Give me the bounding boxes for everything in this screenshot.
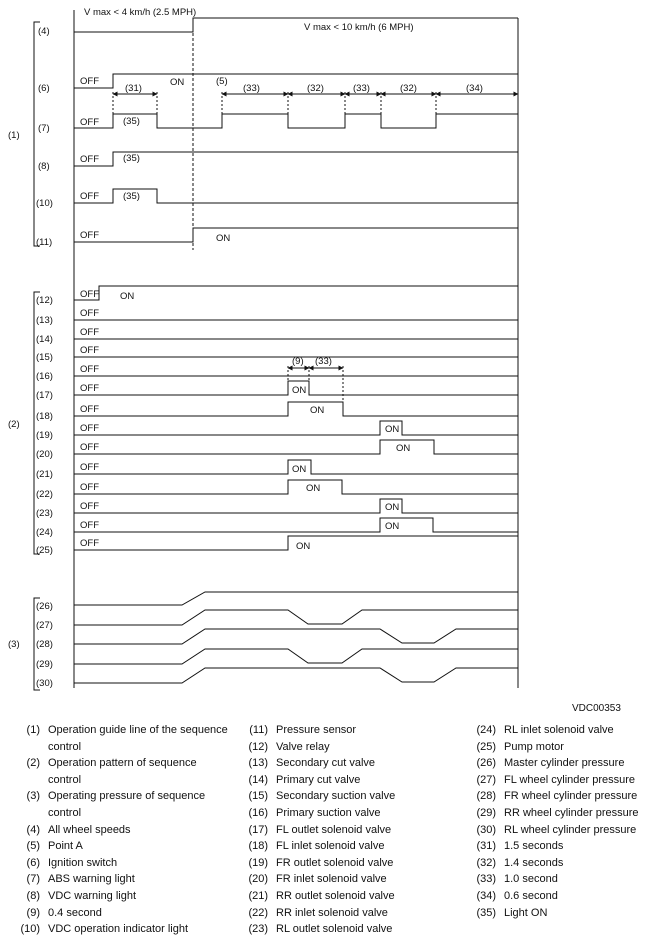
signal-r26 <box>74 592 518 605</box>
off-label: OFF <box>80 423 99 434</box>
legend-text: FL wheel cylinder pressure <box>504 773 636 786</box>
legend-item <box>472 871 658 888</box>
legend-column-1 <box>20 722 230 938</box>
legend-number: (18) <box>248 840 268 853</box>
row-label: (10) <box>36 198 53 209</box>
legend-item <box>20 822 230 839</box>
legend-item <box>244 822 464 839</box>
legend-item <box>244 722 464 739</box>
signal-r24 <box>74 518 518 532</box>
legend-number: (9) <box>26 906 40 919</box>
on-label: ON <box>170 77 185 88</box>
legend-number: (32) <box>476 856 496 869</box>
row-label: (26) <box>36 601 53 612</box>
legend-text: 1.0 second <box>504 873 558 886</box>
legend-text: All wheel speeds <box>48 823 131 836</box>
legend-text: Pressure sensor <box>276 724 357 736</box>
legend-text: 1.4 seconds <box>504 856 564 869</box>
legend-item <box>20 871 230 888</box>
legend-item <box>244 772 464 789</box>
legend-item <box>472 788 658 805</box>
row-label: (12) <box>36 295 53 306</box>
row-label: (6) <box>38 83 50 94</box>
legend-text: RR outlet solenoid valve <box>276 889 395 902</box>
row-label: (22) <box>36 489 53 500</box>
signal-r30 <box>74 668 518 683</box>
legend-number: (30) <box>476 823 496 836</box>
legend-number: (33) <box>476 873 496 886</box>
legend-text: RL inlet solenoid valve <box>504 724 614 736</box>
group-bracket-1 <box>34 22 40 246</box>
signal-r28 <box>74 629 518 644</box>
row-label: (11) <box>36 237 53 248</box>
legend-text: Secondary suction valve <box>276 790 396 803</box>
legend-number: (34) <box>476 889 496 902</box>
signal-r22 <box>74 480 518 494</box>
row-label: (17) <box>36 390 53 401</box>
signal-r18 <box>74 402 518 416</box>
legend-text: RL wheel cylinder pressure <box>504 823 637 836</box>
off-label: OFF <box>80 154 99 165</box>
annotation-31: (31) <box>125 83 142 94</box>
off-label: OFF <box>80 345 99 356</box>
annotation-33: (33) <box>243 83 260 94</box>
legend-item <box>472 772 658 789</box>
off-label: OFF <box>80 383 99 394</box>
off-label: OFF <box>80 230 99 241</box>
signal-r4 <box>74 18 518 32</box>
legend-text: FR inlet solenoid valve <box>276 873 387 886</box>
legend-item <box>244 921 464 938</box>
signal-r11 <box>74 228 518 242</box>
legend-item <box>244 788 464 805</box>
signal-r7 <box>74 114 518 128</box>
row-label: (15) <box>36 352 53 363</box>
on-label: ON <box>216 233 231 244</box>
signal-r20 <box>74 440 518 454</box>
legend-text: Operation guide line of the sequence control <box>48 724 228 753</box>
off-label: OFF <box>80 308 99 319</box>
legend-number: (16) <box>248 806 268 819</box>
legend-text: Pump motor <box>504 740 564 753</box>
signal-r12 <box>74 286 518 300</box>
off-label: OFF <box>80 404 99 415</box>
legend-text: 0.6 second <box>504 889 558 902</box>
annotation-33: (33) <box>353 83 370 94</box>
on-label: ON <box>120 291 135 302</box>
legend-text: Point A <box>48 840 83 853</box>
legend-number: (27) <box>476 773 496 786</box>
row-label: (4) <box>38 26 50 37</box>
legend-item <box>20 921 230 938</box>
legend-item <box>244 838 464 855</box>
signal-r8 <box>74 152 518 166</box>
legend-text: Light ON <box>504 906 548 919</box>
legend-text: Secondary cut valve <box>276 757 376 770</box>
row-label: (30) <box>36 678 53 689</box>
on-label: ON <box>385 521 400 532</box>
legend-text: VDC warning light <box>48 889 137 902</box>
row-label: (28) <box>36 639 53 650</box>
legend-item <box>20 905 230 922</box>
legend-number: (21) <box>248 889 268 902</box>
legend-text: FL inlet solenoid valve <box>276 840 385 853</box>
off-label: OFF <box>80 442 99 453</box>
on-label: ON <box>306 483 321 494</box>
legend-number: (19) <box>248 856 268 869</box>
legend-item <box>244 855 464 872</box>
off-label: OFF <box>80 520 99 531</box>
legend-number: (4) <box>26 823 40 836</box>
legend-number: (22) <box>248 906 268 919</box>
off-label: OFF <box>80 462 99 473</box>
legend-item <box>472 805 658 822</box>
figure-code: VDC00353 <box>572 703 621 714</box>
legend-text: RR wheel cylinder pressure <box>504 806 639 819</box>
row-label: (7) <box>38 123 50 134</box>
off-label: OFF <box>80 191 99 202</box>
signal-r10 <box>74 189 518 203</box>
off-label: OFF <box>80 538 99 549</box>
legend-number: (1) <box>26 724 40 736</box>
annotation-35: (35) <box>123 116 140 127</box>
legend-item <box>20 838 230 855</box>
legend-column-2 <box>244 722 464 938</box>
on-label: ON <box>385 502 400 513</box>
off-label: OFF <box>80 501 99 512</box>
off-label: OFF <box>80 76 99 87</box>
off-label: OFF <box>80 482 99 493</box>
row-label: (20) <box>36 449 53 460</box>
legend-text: Ignition switch <box>48 856 118 869</box>
row-label: (25) <box>36 545 53 556</box>
vmax-low-label: V max < 4 km/h (2.5 MPH) <box>84 7 197 18</box>
signal-r19 <box>74 421 518 435</box>
group-label-3: (3) <box>8 639 20 650</box>
legend-column-3 <box>472 722 658 921</box>
legend-text: Operating pressure of sequence control <box>48 790 206 819</box>
legend-text: Valve relay <box>276 740 330 753</box>
legend-item <box>20 755 230 788</box>
group-label-2: (2) <box>8 419 20 430</box>
legend-item <box>244 805 464 822</box>
legend-number: (6) <box>26 856 40 869</box>
group-label-1: (1) <box>8 130 20 141</box>
legend-item <box>244 871 464 888</box>
legend-number: (12) <box>248 740 268 753</box>
legend-number: (23) <box>248 923 268 936</box>
annotation-5: (5) <box>216 76 228 87</box>
legend-text: FL outlet solenoid valve <box>276 823 392 836</box>
legend-number: (26) <box>476 757 496 770</box>
annotation-34: (34) <box>466 83 483 94</box>
on-label: ON <box>292 464 307 475</box>
legend-item <box>472 905 658 922</box>
legend-number: (13) <box>248 757 268 770</box>
legend-text: FR wheel cylinder pressure <box>504 790 638 803</box>
legend-number: (10) <box>20 923 40 936</box>
legend-number: (2) <box>26 757 40 770</box>
row-label: (14) <box>36 334 53 345</box>
legend-number: (17) <box>248 823 268 836</box>
legend-text: FR outlet solenoid valve <box>276 856 394 869</box>
row-label: (8) <box>38 161 50 172</box>
off-label: OFF <box>80 364 99 375</box>
legend-number: (25) <box>476 740 496 753</box>
row-label: (21) <box>36 469 53 480</box>
legend-number: (7) <box>26 873 40 886</box>
legend-item <box>472 888 658 905</box>
legend-text: Master cylinder pressure <box>504 757 625 770</box>
legend-number: (31) <box>476 840 496 853</box>
legend-item <box>472 739 658 756</box>
off-label: OFF <box>80 289 99 300</box>
annotation-35: (35) <box>123 153 140 164</box>
legend-item <box>244 739 464 756</box>
legend-item <box>472 855 658 872</box>
legend-number: (3) <box>26 790 40 803</box>
legend-text: 1.5 seconds <box>504 840 564 853</box>
legend-number: (28) <box>476 790 496 803</box>
row-label: (24) <box>36 527 53 538</box>
vmax-high-label: V max < 10 km/h (6 MPH) <box>304 22 414 33</box>
on-label: ON <box>296 541 311 552</box>
legend-number: (14) <box>248 773 268 786</box>
legend-number: (5) <box>26 840 40 853</box>
legend-item <box>20 722 230 755</box>
on-label: ON <box>292 385 307 396</box>
legend-text: RR inlet solenoid valve <box>276 906 388 919</box>
legend-number: (15) <box>248 790 268 803</box>
legend-text: Primary cut valve <box>276 773 361 786</box>
legend-item <box>20 855 230 872</box>
legend-item <box>244 888 464 905</box>
row-label: (13) <box>36 315 53 326</box>
signal-r29 <box>74 649 518 664</box>
row-label: (29) <box>36 659 53 670</box>
legend-number: (8) <box>26 889 40 902</box>
signal-r27 <box>74 610 518 625</box>
legend-text: RL outlet solenoid valve <box>276 923 393 936</box>
legend-item <box>20 888 230 905</box>
row-label: (23) <box>36 508 53 519</box>
legend-number: (24) <box>476 724 496 736</box>
legend-text: 0.4 second <box>48 906 102 919</box>
on-label: ON <box>310 405 325 416</box>
legend-item <box>472 755 658 772</box>
signal-r23 <box>74 499 518 513</box>
annotation-9: (9) <box>292 356 304 367</box>
legend-number: (29) <box>476 806 496 819</box>
legend-item <box>472 822 658 839</box>
legend-text: VDC operation indicator light <box>48 923 189 936</box>
annotation-35: (35) <box>123 191 140 202</box>
legend-item <box>244 755 464 772</box>
off-label: OFF <box>80 327 99 338</box>
legend-text: ABS warning light <box>48 873 135 886</box>
row-label: (16) <box>36 371 53 382</box>
annotation-32: (32) <box>307 83 324 94</box>
off-label: OFF <box>80 117 99 128</box>
legend-text: Operation pattern of sequence control <box>48 757 197 786</box>
on-label: ON <box>396 443 411 454</box>
annotation-32: (32) <box>400 83 417 94</box>
row-label: (27) <box>36 620 53 631</box>
legend-item <box>472 722 658 739</box>
legend-number: (11) <box>249 724 268 736</box>
legend-item <box>472 838 658 855</box>
row-label: (18) <box>36 411 53 422</box>
legend-number: (35) <box>476 906 496 919</box>
row-label: (19) <box>36 430 53 441</box>
legend-number: (20) <box>248 873 268 886</box>
legend-item <box>20 788 230 821</box>
legend-item <box>244 905 464 922</box>
on-label: ON <box>385 424 400 435</box>
annotation-33: (33) <box>315 356 332 367</box>
legend-text: Primary suction valve <box>276 806 381 819</box>
